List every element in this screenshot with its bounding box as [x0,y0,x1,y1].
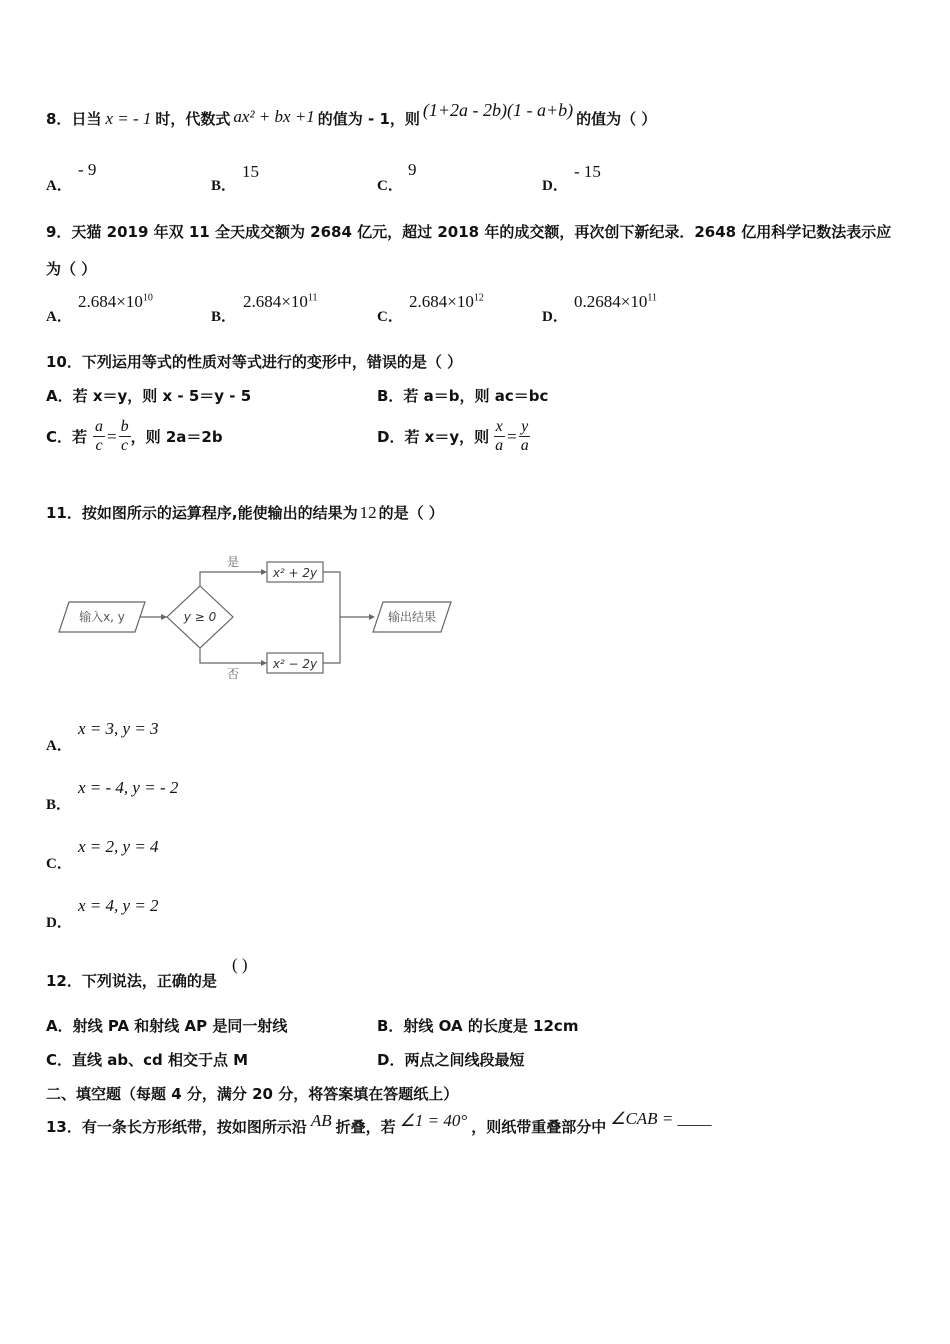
flow-no-label: 否 [226,667,240,681]
q9-option-c-label: C． [377,309,403,325]
q8-option-a-label: A． [46,178,72,194]
q11-option-c-value: x = 2, y = 4 [78,837,159,856]
q10-option-c-left-fraction: $\frac{a}{c}$ [95,418,104,454]
flow-yes-label: 是 [226,555,240,569]
q11-stem [46,502,444,523]
q8-option-a-value: - 9 [78,160,97,179]
q13-segment-ab: AB [310,1110,332,1130]
section-2-heading: 二、填空题（每题 4 分，满分 20 分，将答案填在答题纸上） [46,1085,459,1103]
q9-option-a-label: A． [46,309,72,325]
q10-option-c-label: C．若 [46,428,88,446]
q10-option-c-tail: ，则 2a＝2b [130,428,223,446]
q10-option-d-label: D．若 x＝y，则 [377,428,490,446]
q8-expression: ax² + bx +1 [233,106,315,126]
q11-option-b-label: B． [46,797,72,813]
q11-option-a-label: A． [46,738,72,754]
flow-no-line [200,648,265,663]
q8-number: 8． [46,110,72,128]
flow-input-label: 输入x, y [79,610,125,624]
q10-option-c-right-fraction: $\frac{b}{c}$ [120,418,129,454]
q8-text-2: 时，代数式 [155,110,231,128]
q9-option-b-label: B． [211,309,237,325]
q11-option-a-value: x = 3, y = 3 [78,719,159,738]
q8-option-d-label: D． [542,178,568,194]
q10-option-a: A．若 x＝y，则 x - 5＝y - 5 [46,387,252,405]
q13-stem [46,1108,716,1137]
q9-option-d-value: $0.2684\times 10^{11}$ [574,292,657,311]
q9-stem-line-2: 为（ ） [46,260,97,278]
q8-option-d-value: - 15 [574,162,601,181]
q12-option-c: C．直线 ab、cd 相交于点 M [46,1051,249,1069]
q11-stem-post: 的是（ ） [378,504,444,522]
flow-decision-label: y ≥ 0 [183,610,217,624]
q8-option-c-value: 9 [408,160,417,179]
q9-stem-line-1: 9．天猫 2019 年双 11 全天成交额为 2684 亿元，超过 2018 年的成交额，再次创下新纪录．2648 亿用科学记数法表示应 [46,223,892,241]
q11-option-c-label: C． [46,856,72,872]
q10-option-c: C．若 $\frac{a}{c}$ = $\frac{b}{c}$ ，则 2a＝2b [46,418,223,454]
q13-answer-blank: ∠CAB = ____ [610,1108,712,1128]
q8-option-b-label: B． [211,178,237,194]
q8-option-b-value: 15 [242,162,259,181]
flow-top-box-label: x² + 2y [272,566,318,580]
q13-angle-given: ∠1 = 40° [399,1110,468,1130]
flow-output-label: 输出结果 [387,610,437,624]
q8-condition: x = - 1 [105,108,152,128]
q12-option-a: A．射线 PA 和射线 AP 是同一射线 [46,1017,288,1035]
q13-text-1: 13．有一条长方形纸带，按如图所示沿 [46,1118,307,1136]
q13-text-3: ，则纸带重叠部分中 [471,1118,607,1136]
q11-option-b-value: x = - 4, y = - 2 [78,778,179,797]
q9-option-c-value: $2.684\times 10^{12}$ [409,292,484,311]
flow-bottom-box-label: x² − 2y [272,657,318,671]
q9-option-b-value: $2.684\times 10^{11}$ [243,292,318,311]
q10-option-d-left-fraction: $\frac{x}{a}$ [495,418,504,454]
q9-option-d-label: D． [542,309,568,325]
q10-option-d-right-fraction: $\frac{y}{a}$ [520,418,529,454]
q11-stem-number: 12 [359,502,377,522]
q10-option-b: B．若 a＝b，则 ac＝bc [377,387,549,405]
q10-stem: 10．下列运用等式的性质对等式进行的变形中，错误的是（ ） [46,353,463,371]
q11-stem-pre: 11．按如图所示的运算程序,能使输出的结果为 [46,504,358,522]
q12-stem: 12．下列说法，正确的是 [46,972,217,990]
flow-yes-line [200,572,265,586]
q13-text-2: 折叠，若 [335,1118,396,1136]
q12-option-b: B．射线 OA 的长度是 12cm [377,1017,579,1035]
q11-flowchart [55,540,455,690]
q12-option-d: D．两点之间线段最短 [377,1051,525,1069]
q10-option-d: D．若 x＝y，则 $\frac{x}{a}$ = $\frac{y}{a}$ [377,418,529,454]
q8-expression-2: (1+2a - 2b)(1 - a+b) [422,100,574,120]
q8-option-c-label: C． [377,178,403,194]
q12-paren: ( ) [232,955,248,974]
q11-option-d-value: x = 4, y = 2 [78,896,159,915]
q11-option-d-label: D． [46,915,72,931]
q8-text-4: 的值为（ ） [576,110,657,128]
q8-text-3: 的值为 - 1，则 [317,110,420,128]
q9-option-a-value: $2.684\times 10^{10}$ [78,292,153,311]
q8-text-1: 日当 [71,110,102,128]
q8-stem [46,100,657,129]
